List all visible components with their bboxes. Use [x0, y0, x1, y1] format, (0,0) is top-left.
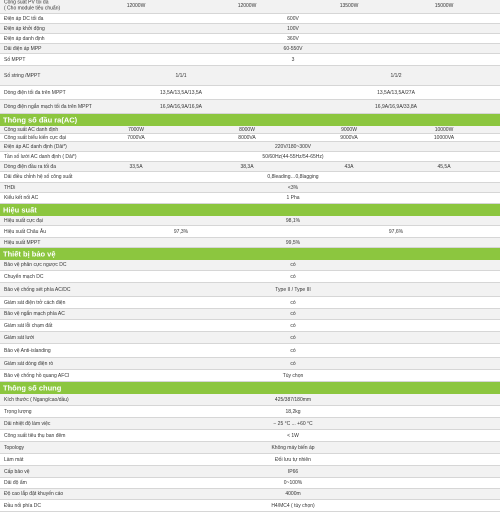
spec-value: 13,5A/13,5A/27A — [377, 89, 415, 96]
spec-value: có — [290, 262, 296, 268]
spec-label: Bảo vệ chống sét phía AC/DC — [4, 286, 71, 293]
spec-value: có — [290, 334, 296, 341]
spec-row — [0, 126, 500, 134]
spec-value: 1/1/1 — [175, 72, 187, 79]
spec-label: Điện áp DC tối đa — [4, 15, 44, 22]
spec-value: 98,1% — [285, 217, 301, 224]
spec-label: Đầu nối phía DC — [4, 502, 41, 509]
spec-value: Không máy biến áp — [271, 444, 315, 451]
spec-label: Số MPPT — [4, 56, 26, 63]
spec-label: Số string /MPPT — [4, 72, 41, 79]
spec-label: Tần số lưới AC danh định ( Dải*) — [4, 153, 77, 160]
spec-value: 50/60Hz(44-55Hz/54-65Hz) — [262, 153, 324, 160]
spec-label: Công suất biểu kiến cực đại — [4, 134, 66, 141]
spec-value: 100V — [287, 25, 299, 32]
spec-row — [0, 24, 500, 34]
spec-row — [0, 172, 500, 183]
spec-row — [0, 478, 500, 489]
spec-value: 97,3% — [173, 228, 189, 235]
spec-label: Topology — [4, 444, 25, 451]
spec-label: Bảo vệ Anti-islanding — [4, 347, 51, 354]
spec-label: Điện áp khởi động — [4, 25, 45, 32]
spec-label: Điện áp AC danh định (Dải*) — [4, 143, 67, 150]
spec-label: Giám sát dòng điện rò — [4, 360, 54, 367]
spec-label: Dòng điện tối đa trên MPPT — [4, 89, 66, 96]
spec-value: 425/387/180mm — [274, 396, 312, 403]
spec-value: 13500W — [339, 3, 359, 9]
spec-label: Dòng điện đầu ra tối đa — [4, 163, 56, 170]
spec-row — [0, 418, 500, 430]
spec-row — [0, 406, 500, 418]
spec-row — [0, 0, 500, 14]
spec-row — [0, 134, 500, 142]
spec-label: Dải điều chỉnh hệ số công suất — [4, 174, 73, 180]
spec-label: Dải độ ẩm — [4, 480, 27, 486]
spec-label: Kiểu kết nối AC — [4, 195, 39, 201]
spec-row — [0, 466, 500, 478]
spec-value: 13,5A/13,5A/13,5A — [160, 89, 202, 96]
spec-value: <3% — [287, 184, 299, 191]
spec-row — [0, 358, 500, 370]
spec-value: 33,5A — [129, 163, 143, 170]
spec-value: 0~100% — [283, 480, 303, 486]
spec-value: 16,9A/16,9A/16,9A — [160, 103, 202, 110]
spec-row — [0, 66, 500, 86]
section-title: Hiệu suất — [3, 205, 37, 215]
spec-value: 9000VA — [340, 134, 358, 141]
spec-label: Công suất tiêu thụ ban đêm — [4, 432, 66, 439]
spec-row — [0, 162, 500, 172]
spec-row — [0, 344, 500, 358]
spec-value: 8000VA — [238, 134, 256, 141]
spec-label: Trọng lượng — [4, 408, 32, 415]
spec-label: Giám sát điện trở cách điện — [4, 299, 66, 306]
spec-row — [0, 370, 500, 382]
spec-label: Dòng điện ngắn mạch tối đa trên MPPT — [4, 103, 92, 110]
spec-row — [0, 54, 500, 66]
spec-label: Độ cao lắp đặt khuyến cáo — [4, 491, 64, 497]
spec-row — [0, 14, 500, 24]
spec-row — [0, 34, 500, 44]
spec-row — [0, 216, 500, 226]
spec-value: 4000m — [285, 491, 301, 497]
spec-row — [0, 489, 500, 500]
spec-value: 220V/180~300V — [274, 143, 312, 150]
spec-value: 45,5A — [437, 163, 451, 170]
spec-value: có — [290, 311, 296, 317]
spec-label: Kích thước ( Ngang/cao/dầu) — [4, 396, 69, 403]
spec-value: 60-550V — [283, 45, 303, 52]
spec-value: có — [290, 273, 296, 280]
spec-value: Tùy chọn — [282, 372, 304, 379]
spec-label: Giám sát lưới — [4, 334, 35, 341]
spec-value: H4/MC4 ( tùy chọn) — [271, 502, 315, 509]
spec-value: 10000W — [434, 126, 454, 133]
spec-value: 16,9A/16,9A/33,8A — [375, 103, 417, 110]
spec-label: Công suất AC danh định — [4, 126, 59, 133]
spec-label: Dải điện áp MPP — [4, 45, 42, 52]
spec-value: có — [290, 299, 296, 306]
spec-label: Hiệu suất MPPT — [4, 239, 41, 246]
spec-value: Type II / Type III — [275, 286, 311, 293]
spec-value: < 1W — [287, 432, 299, 439]
spec-value: 97,6% — [388, 228, 404, 235]
spec-label: Chuyển mạch DC — [4, 273, 44, 280]
spec-value: 18,2kg — [285, 408, 301, 415]
spec-row — [0, 152, 500, 162]
spec-row — [0, 86, 500, 100]
spec-row — [0, 183, 500, 193]
spec-row — [0, 430, 500, 442]
spec-value: 15000W — [434, 3, 454, 9]
spec-value: Đối lưu tự nhiên — [275, 456, 311, 463]
spec-value: có — [290, 322, 296, 329]
spec-row — [0, 320, 500, 332]
spec-value: có — [290, 347, 296, 354]
section-title: Thông số đầu ra(AC) — [3, 115, 78, 125]
spec-label: Bảo vệ phân cực ngược DC — [4, 262, 67, 268]
spec-value: 99,5% — [285, 239, 301, 246]
spec-row — [0, 454, 500, 466]
spec-row — [0, 142, 500, 152]
spec-value: 360V — [287, 35, 299, 42]
spec-label: Hiệu suất Châu Âu — [4, 228, 46, 235]
spec-row — [0, 297, 500, 309]
spec-value: 12000W — [237, 3, 257, 9]
spec-label: Giám sát lỗi chạm đất — [4, 322, 53, 329]
spec-row — [0, 309, 500, 320]
spec-row — [0, 44, 500, 54]
spec-label: Điện áp danh định — [4, 35, 45, 42]
spec-label: Làm mát — [4, 456, 24, 463]
section-header — [0, 114, 500, 126]
spec-value: 10000VA — [433, 134, 455, 141]
spec-label: THDi — [4, 184, 16, 191]
spec-row — [0, 260, 500, 271]
spec-value: 43A — [344, 163, 354, 170]
spec-row — [0, 226, 500, 238]
spec-row — [0, 442, 500, 454]
spec-value: 7000W — [128, 126, 144, 133]
spec-label: Hiệu suất cực đại — [4, 217, 43, 224]
spec-value: 9000W — [341, 126, 357, 133]
spec-value: IP66 — [287, 468, 299, 475]
spec-value: 1/1/2 — [390, 72, 402, 79]
spec-label: Công suất PV tối đa ( Cho module tiêu chuẩn) — [4, 0, 61, 11]
section-title: Thiết bị bảo vệ — [3, 249, 56, 259]
spec-row — [0, 238, 500, 248]
section-header — [0, 382, 500, 394]
section-header — [0, 248, 500, 260]
spec-value: − 25 °C ... +60 °C — [273, 420, 313, 427]
spec-label: Cấp bảo vệ — [4, 468, 30, 475]
spec-row — [0, 193, 500, 204]
spec-row — [0, 100, 500, 114]
spec-value: có — [290, 360, 296, 367]
spec-value: 7000VA — [127, 134, 145, 141]
spec-row — [0, 394, 500, 406]
spec-value: 1 Pha — [286, 195, 300, 201]
spec-label: Dải nhiệt độ làm việc — [4, 420, 51, 427]
spec-label: Bảo vệ ngắn mạch phía AC — [4, 311, 65, 317]
section-title: Thông số chung — [3, 383, 62, 393]
spec-value: 8000W — [239, 126, 255, 133]
spec-row — [0, 332, 500, 344]
spec-value: 600V — [287, 15, 299, 22]
spec-value: 3 — [291, 56, 295, 63]
spec-value: 12000W — [126, 3, 146, 9]
spec-value: 38,3A — [240, 163, 254, 170]
spec-row — [0, 271, 500, 283]
spec-row — [0, 500, 500, 512]
spec-value: 0,8leading…0,8lagging — [267, 174, 319, 180]
section-header — [0, 204, 500, 216]
spec-row — [0, 283, 500, 297]
spec-label: Bảo vệ chống hồ quang AFCI — [4, 372, 70, 379]
